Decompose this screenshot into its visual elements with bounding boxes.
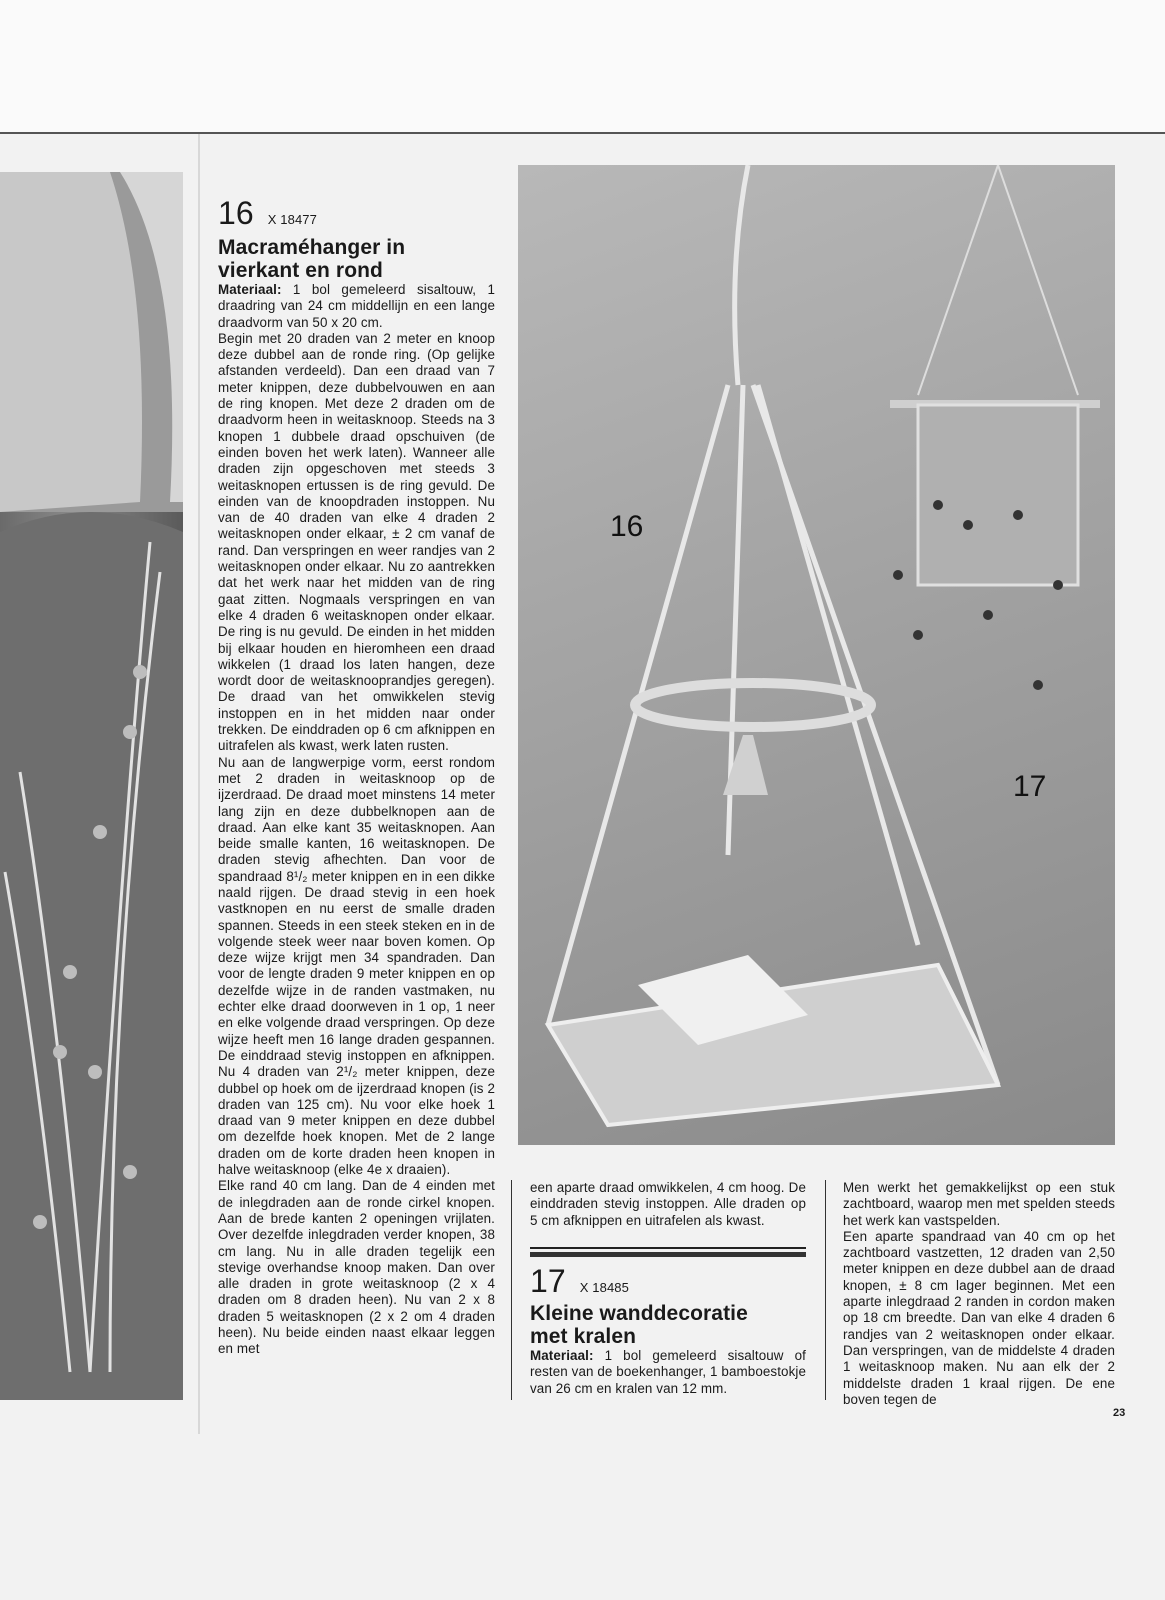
material-text: 1 bol gemeleerd sisaltouw of resten van de boekenhanger, 1 bamboestokje van 26 cm en kralen van 12 mm. bbox=[530, 1348, 806, 1396]
material-label: Materiaal: bbox=[218, 282, 282, 297]
title-line: vierkant en rond bbox=[218, 259, 383, 282]
article-17-heading bbox=[530, 1264, 806, 1298]
photo-woman-macrame-necklace bbox=[0, 172, 183, 1400]
page-gutter bbox=[198, 134, 200, 1434]
material-text: 1 bol gemeleerd sisaltouw, 1 draadring van 24 cm middellijn en een lange draadvorm van 50 x 20 cm. bbox=[218, 282, 495, 330]
article-code: X 18477 bbox=[267, 212, 317, 227]
photo-label-17: 17 bbox=[1013, 770, 1047, 803]
article-code: X 18485 bbox=[579, 1280, 629, 1295]
article-16-title bbox=[218, 236, 495, 282]
article-17-column bbox=[530, 1264, 806, 1397]
material-label: Materiaal: bbox=[530, 1348, 594, 1363]
article-17-continued bbox=[843, 1180, 1115, 1408]
photo-label-16: 16 bbox=[610, 510, 644, 543]
body-paragraph: Men werkt het gemakkelijkst op een stuk zachtboard, waarop men met spelden steeds het werk kan vastspelden. bbox=[843, 1180, 1115, 1228]
material-paragraph bbox=[530, 1348, 806, 1397]
article-17-title bbox=[530, 1302, 806, 1348]
material-paragraph bbox=[218, 282, 495, 331]
body-paragraph: Een aparte spandraad van 40 cm op het zachtboard vastzetten, 12 draden van 2,50 meter knippen en deze dubbel aan de draad knopen, ± 8 cm lager beginnen. Met een aparte inlegdraad 2 randen in cordon maken op 18 cm breedte. Dan van elke 4 draden 6 randjes van 2 weitasknopen onder elkaar. Dan verspringen, van de middelste 4 draden 1 weitasknoop maken. Nu aan elk der 2 middelste draden 1 kraal rijgen. De ene boven tegen de bbox=[843, 1228, 1115, 1407]
column-divider bbox=[511, 1180, 512, 1400]
article-16-continued bbox=[530, 1180, 806, 1229]
title-line: met kralen bbox=[530, 1325, 637, 1348]
section-divider bbox=[530, 1247, 806, 1257]
scan-background bbox=[0, 0, 1165, 134]
article-number: 16 bbox=[218, 195, 254, 231]
article-16-heading bbox=[218, 196, 495, 230]
column-divider bbox=[825, 1180, 826, 1400]
title-line: Macraméhanger in bbox=[218, 236, 406, 259]
body-paragraph: Elke rand 40 cm lang. Dan de 4 einden met de inlegdraden aan de ronde cirkel knopen. Aan de brede kanten 2 openingen vrijlaten. Over dezelfde inlegdraden verder knopen, 38 cm lang. Nu in alle draden tegelijk een stevige overhandse knoop maken. Dan over alle draden in grote weitasknoop (2 x 4 draden om 8 draden heen). Nu van 2 x 8 draden 5 weitasknopen (2 x 2 om 4 draden heen). Nu beide einden naast elkaar leggen en met bbox=[218, 1178, 495, 1357]
body-paragraph: Begin met 20 draden van 2 meter en knoop deze dubbel aan de ronde ring. (Op gelijke afstanden verdeeld). Dan een draad van 7 meter knippen, deze dubbelvouwen en aan de ring knopen. Met deze 2 draden om de draadvorm heen in weitasknoop. Steeds na 3 knopen 1 dubbele draad opschuiven (de einden boven het werk laten). Wanneer alle draden zijn opgeschoven met steeds 3 weitasknopen ertussen is de ring gevuld. De einden van de knoopdraden instoppen. Nu van de 40 draden van elke 4 draden 2 weitasknopen onder elkaar, ± 2 cm vanaf de rand. Dan verspringen en weer randjes van 2 weitasknopen onder elkaar. Nu zo aantrekken dat het werk naar het midden van de ring gaat zitten. Nogmaals verspringen en van elke 4 draden 6 weitasknopen onder elkaar. De ring is nu gevuld. De einden in het midden bij elkaar houden en hieromheen een draad wikkelen (1 draad los laten hangen, deze wordt door de weitasknooprandjes geregen). De draad van het omwikkelen stevig instoppen en in het midden naar onder trekken. De einddraden op 6 cm afknippen en uitrafelen als kwast, werk laten rusten. bbox=[218, 330, 495, 754]
page-number: 23 bbox=[1113, 1407, 1126, 1419]
body-paragraph: een aparte draad omwikkelen, 4 cm hoog. De einddraden stevig instoppen. Alle draden op 5 cm afknippen en uitrafelen als kwast. bbox=[530, 1180, 806, 1228]
article-number: 17 bbox=[530, 1263, 566, 1299]
body-paragraph: Nu aan de langwerpige vorm, eerst rondom met 2 draden in weitasknoop op de ijzerdraad. De draad moet minstens 14 meter lang zijn en deze dubbelknopen aan de draad. Aan elke kant 35 weitasknopen. Aan beide smalle kanten, 16 weitasknopen. De draden stevig afhechten. Dan voor de spandraad 8¹/₂ meter knippen en in een dikke naald rijgen. De draad stevig in een hoek vastknopen en nu eerst de smalle draden spannen. Steeds in een steek steken en in de volgende steek weer naar boven komen. Op deze wijze krijgt men 34 spandraden. Dan voor de lengte draden 9 meter knippen en op dezelfde wijze in de randen vastmaken, nu echter elke draad doorweven in 1 op, 1 neer en elke volgende draad verspringen. Op deze wijze heeft men 16 lange draden gespannen. De einddraad stevig instoppen en afknippen. Nu 4 draden van 2¹/₂ meter knippen, deze dubbel op hoek om de ijzerdraad knopen (is 2 draden van 125 cm). Nu voor elke hoek 1 draad van 9 meter knippen en deze dubbel om dezelfde hoek knopen. Met de 2 lange draden om de korte draden heen knopen in halve weitasknoop (elke 4e x draaien). bbox=[218, 754, 495, 1178]
photo-macrame-hangers bbox=[518, 165, 1115, 1145]
article-16-column bbox=[218, 196, 495, 1358]
title-line: Kleine wanddecoratie bbox=[530, 1302, 748, 1325]
